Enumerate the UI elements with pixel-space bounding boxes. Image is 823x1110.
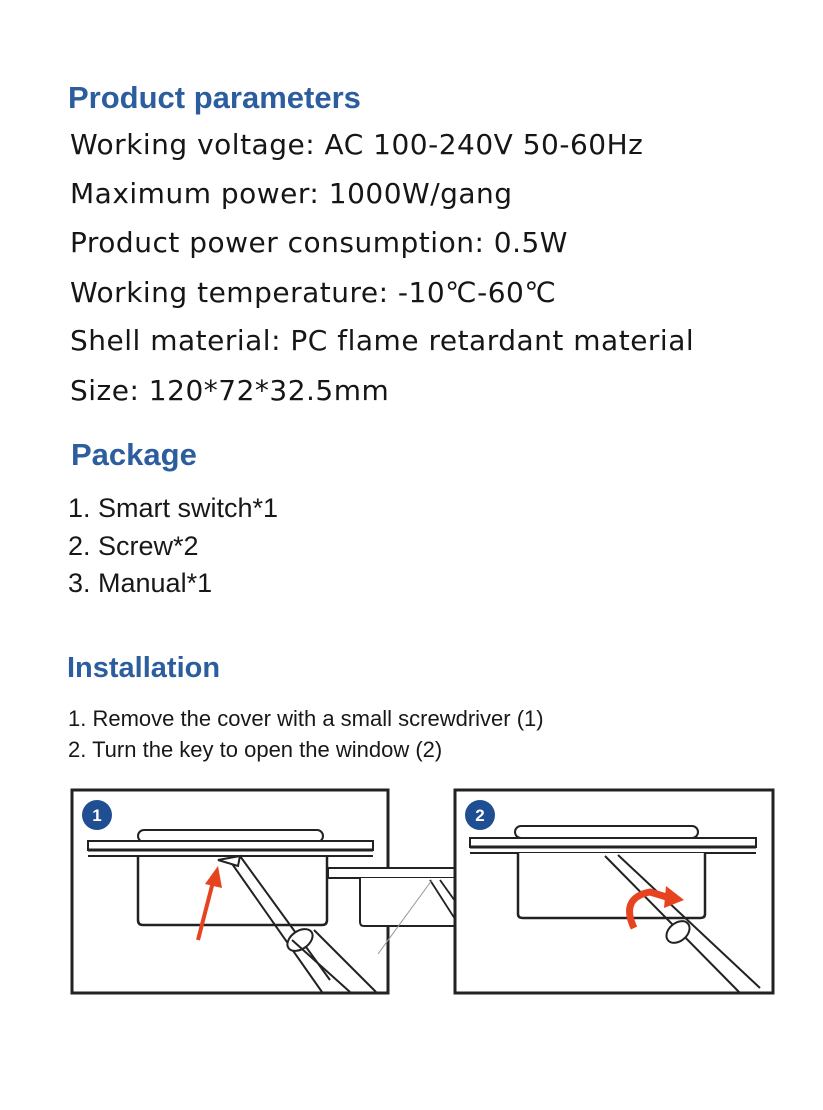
figure-2-number: 2 xyxy=(475,806,485,825)
param-working-temperature: Working temperature: -10℃-60℃ xyxy=(70,276,557,309)
installation-diagram xyxy=(60,780,780,1000)
figure-2-panel xyxy=(455,790,773,993)
package-item-smart-switch: 1. Smart switch*1 xyxy=(68,493,279,523)
installation-heading: Installation xyxy=(67,652,221,684)
figure-1-panel xyxy=(72,790,388,993)
installation-step-2: 2. Turn the key to open the window (2) xyxy=(68,737,443,762)
param-power-consumption: Product power consumption: 0.5W xyxy=(70,226,568,259)
param-working-voltage: Working voltage: AC 100-240V 50-60Hz xyxy=(70,128,644,161)
product-parameters-heading: Product parameters xyxy=(68,80,361,115)
param-maximum-power: Maximum power: 1000W/gang xyxy=(70,177,513,210)
figure-1-number: 1 xyxy=(92,806,102,825)
param-size: Size: 120*72*32.5mm xyxy=(70,374,390,407)
figure-2-badge xyxy=(465,800,495,830)
installation-step-1: 1. Remove the cover with a small screwdriver (1) xyxy=(68,706,544,731)
package-item-manual: 3. Manual*1 xyxy=(68,568,213,598)
param-shell-material: Shell material: PC flame retardant material xyxy=(70,324,695,357)
package-heading: Package xyxy=(71,437,197,472)
package-item-screw: 2. Screw*2 xyxy=(68,531,199,561)
figure-1-badge xyxy=(82,800,112,830)
